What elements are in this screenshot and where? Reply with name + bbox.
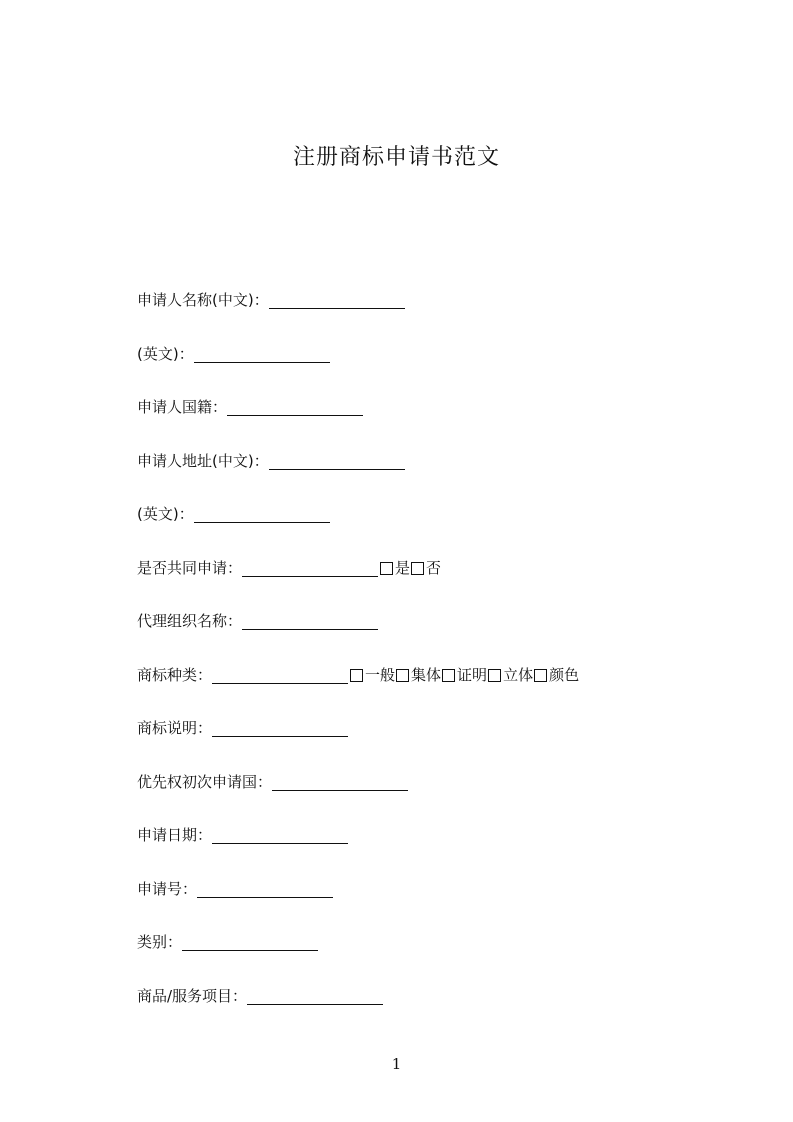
checkbox-option[interactable]: [395, 664, 441, 686]
checkbox-option-label: 一般: [365, 665, 396, 684]
checkbox-icon[interactable]: [488, 669, 501, 682]
page-number: 1: [391, 1055, 402, 1073]
field-label: 优先权初次申请国：: [137, 772, 273, 791]
field-label: 商标种类：: [137, 665, 213, 684]
form-field-row: [137, 450, 737, 504]
checkbox-option-label: 否: [426, 558, 442, 577]
fill-in-blank-line[interactable]: [197, 878, 333, 898]
fill-in-blank-line[interactable]: [212, 824, 348, 844]
field-label: 申请人名称(中文)：: [137, 291, 269, 309]
field-label: 代理组织名称：: [137, 612, 243, 630]
checkbox-icon[interactable]: [442, 669, 455, 682]
checkbox-option-label: 证明: [457, 665, 488, 684]
form-field-row: [137, 610, 737, 664]
fill-in-blank-line[interactable]: [242, 610, 378, 630]
checkbox-icon[interactable]: [411, 562, 424, 575]
field-label: 申请日期：: [137, 826, 213, 844]
field-label: 商标说明：: [137, 719, 213, 737]
fill-in-blank-line[interactable]: [227, 396, 363, 416]
fill-in-blank-line[interactable]: [212, 717, 348, 737]
checkbox-option[interactable]: [349, 664, 395, 686]
form-field-row: [137, 557, 737, 611]
fill-in-blank-line[interactable]: [194, 343, 330, 363]
field-label: 商品/服务项目：: [137, 986, 248, 1005]
checkbox-option-label: 是: [395, 558, 411, 577]
checkbox-option[interactable]: [410, 557, 441, 579]
field-label: (英文)：: [137, 505, 194, 523]
fill-in-blank-line[interactable]: [269, 450, 405, 470]
checkbox-option[interactable]: [441, 664, 487, 686]
fill-in-blank-line[interactable]: [272, 771, 408, 791]
field-label: 申请人地址(中文)：: [137, 451, 269, 470]
field-label: 是否共同申请：: [137, 558, 243, 577]
fill-in-blank-line[interactable]: [247, 985, 383, 1005]
checkbox-icon[interactable]: [534, 669, 547, 682]
fill-in-blank-line[interactable]: [269, 289, 405, 309]
form-field-row: [137, 878, 737, 932]
checkbox-icon[interactable]: [350, 669, 363, 682]
fill-in-blank-line[interactable]: [194, 503, 330, 523]
document-title: 注册商标申请书范文: [292, 145, 500, 170]
checkbox-option-label: 立体: [503, 665, 534, 684]
form-field-row: [137, 931, 737, 985]
fill-in-blank-line[interactable]: [242, 557, 378, 577]
form-field-row: [137, 396, 737, 450]
checkbox-option[interactable]: [533, 664, 579, 686]
form-field-row: [137, 289, 737, 343]
checkbox-option[interactable]: [379, 557, 410, 579]
form-field-row: [137, 771, 737, 825]
form-field-row: [137, 503, 737, 557]
field-label: 申请人国籍：: [137, 398, 228, 416]
checkbox-icon[interactable]: [396, 669, 409, 682]
form-field-row: [137, 664, 737, 718]
checkbox-option-label: 颜色: [549, 665, 580, 684]
form-fields: [137, 289, 737, 1038]
form-field-row: [137, 824, 737, 878]
form-field-row: [137, 343, 737, 397]
form-field-row: [137, 717, 737, 771]
form-field-row: [137, 985, 737, 1039]
checkbox-icon[interactable]: [380, 562, 393, 575]
fill-in-blank-line[interactable]: [212, 664, 348, 684]
field-label: 申请号：: [137, 879, 198, 898]
checkbox-option-label: 集体: [411, 665, 442, 684]
checkbox-options: [349, 664, 579, 686]
checkbox-option[interactable]: [487, 664, 533, 686]
field-label: 类别：: [137, 933, 183, 951]
fill-in-blank-line[interactable]: [182, 931, 318, 951]
checkbox-options: [379, 557, 441, 579]
field-label: (英文)：: [137, 344, 194, 363]
